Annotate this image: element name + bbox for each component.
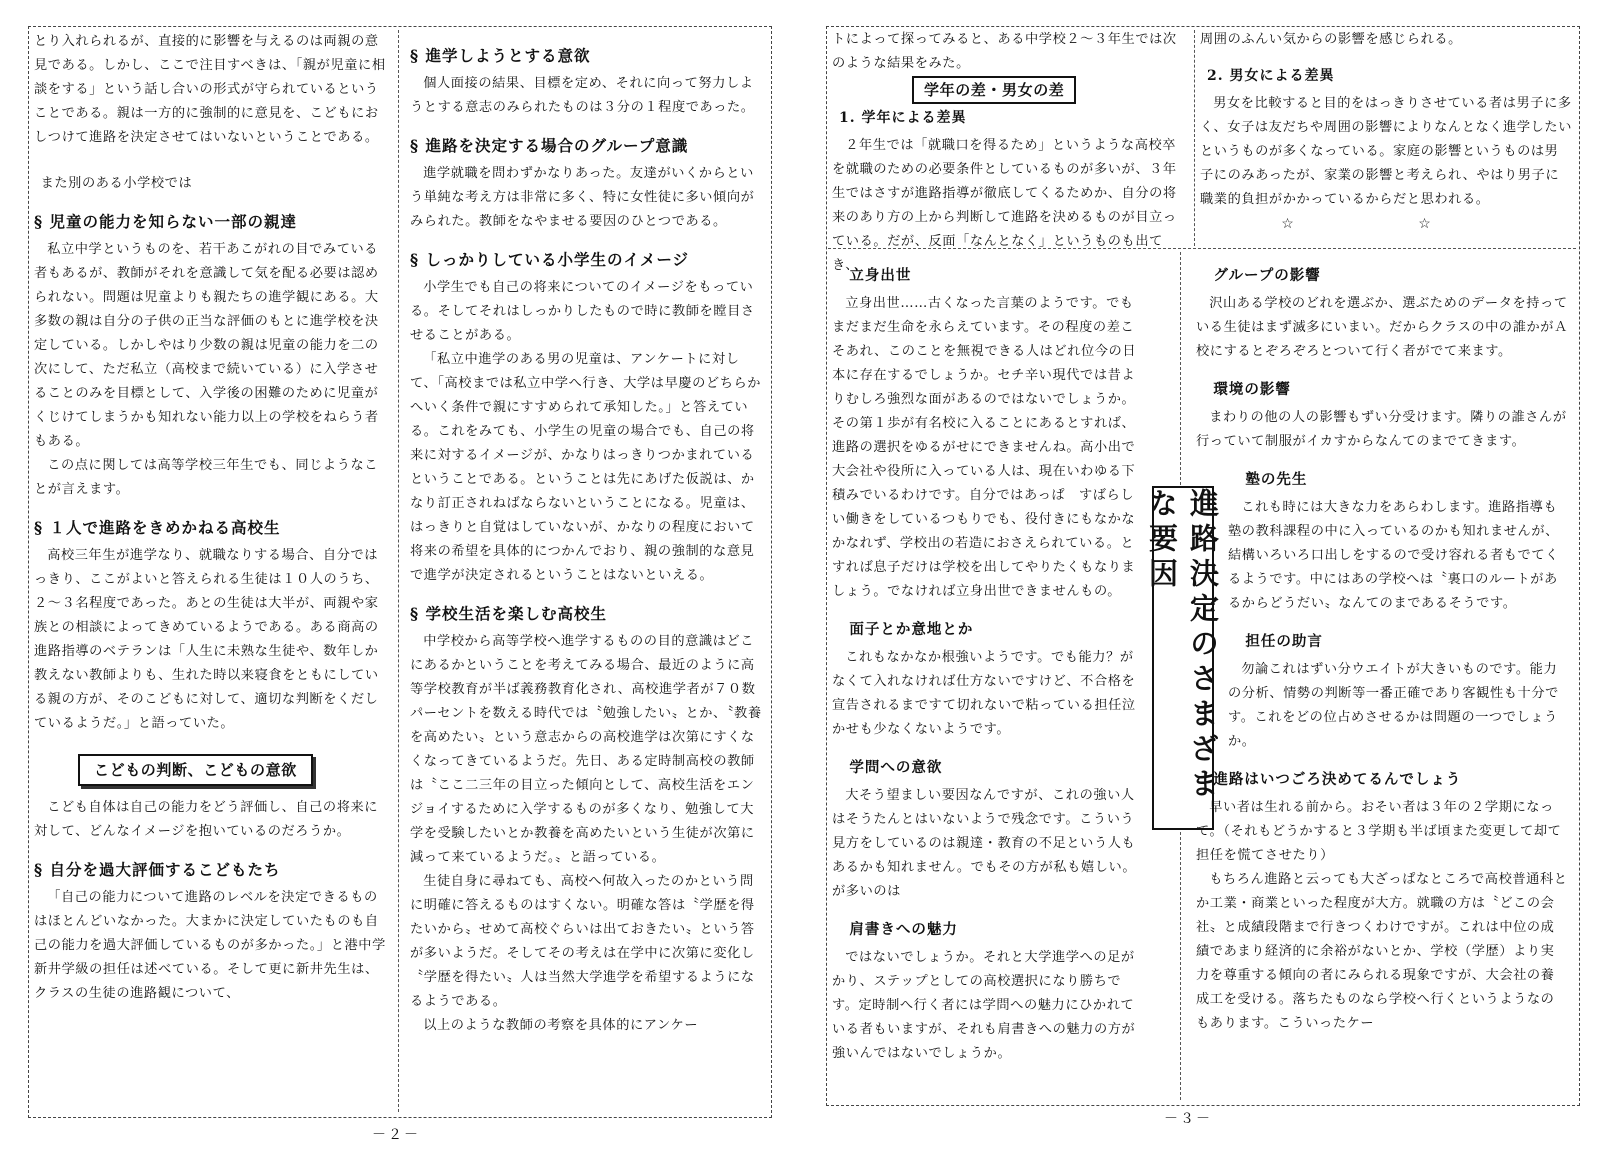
paragraph: 中学校から高等学校へ進学するものの目的意識はどこにあるかということを考えてみる場合、最近のように高等学校教育が半ば義務教育化され、高校進学者が７０数パーセントを数える時代では〝勉強したい〟とか、〝教養を高めたい〟という意志からの高校進学は次第にすくなくなってきているようだ。先日、ある定時制高校の教師は〝ここ二三年の目立った傾向として、高校生活をエンジョイするために入学するものが多くなり、勉強して大学を受験したいとか教養を高めたいという生徒が次第に減って来ているようだ。〟と語っている。 (410, 634, 762, 865)
page-number-3: －３－ (1164, 1111, 1212, 1127)
section-heading: § しっかりしている小学生のイメージ (410, 250, 690, 269)
page-2-column-1 (34, 30, 386, 1006)
paragraph: 進学就職を問わずかなりあった。友達がいくからという単純な考え方は非常に多く、特に女性徒に多い傾向がみられた。教師をなやませる要因のひとつである。 (410, 166, 755, 229)
vertical-title: 進路決定のさまざまな要因 (1152, 486, 1214, 830)
section-heading: § 児童の能力を知らない一部の親達 (34, 212, 298, 231)
section-heading: § 学校生活を楽しむ高校生 (410, 604, 608, 623)
paragraph: 「自己の能力について進路のレベルを決定できるものはほとんどいなかった。大まかに決定していたものも自己の能力を過大評価しているものが多かった。」と港中学新井学級の担任は述べている。そして更に新井先生は、クラスの生徒の進路観について、 (34, 890, 386, 1001)
section-heading: 塾の先生 (1245, 471, 1308, 488)
section-heading: 進路はいつごろ決めてるんでしょう (1213, 771, 1462, 788)
section-heading: § 進学しようとする意欲 (410, 46, 591, 65)
paragraph: 沢山ある学校のどれを選ぶか、選ぶためのデータを持っている生徒はまず滅多にいまい。だからクラスの中の誰かがＡ校にするとぞろぞろとついて行く者がでて来ます。 (1196, 296, 1568, 359)
page-3-top-left (832, 28, 1182, 278)
section-heading: 2. 男女による差異 (1207, 68, 1335, 84)
paragraph: ２年生では「就職口を得るため」というような高校卒を就職のための必要条件としているものが多いが、３年生ではさすが進路指導が徹底してくるためか、自分の将来のあり方の上から判断して進路を決めるものが目立っている。だが、反面「なんとなく」というものも出てき、 (832, 138, 1177, 273)
section-heading: グループの影響 (1213, 267, 1321, 284)
paragraph: これも時には大きな力をあらわします。進路指導も塾の教科課程の中に入っているのかも知れませんが、結構いろいろ口出しをするので受け容れる者もでてくるようです。中にはあの学校へは〝裏口のルートがあるからどうだい〟なんてのまであるそうです。 (1228, 500, 1559, 611)
page-number-2: －２－ (372, 1127, 420, 1143)
section-heading: 肩書きへの魅力 (849, 921, 958, 938)
paragraph: 立身出世……古くなった言葉のようです。でもまだまだ生命を永らえています。その程度の差こそあれ、このことを無視できる人はどれ位今の日本に存在するでしょうか。セチ辛い現代では昔よりむしろ強烈な面があるのではないでしょうか。その第１歩が有名校に入ることにあるとすれば、進路の選択をゆるがせにできませんね。高小出で大会社や役所に入っている人は、現在いわゆる下積みでいるわけです。自分ではあっぱ すばらしい働きをしているつもりでも、役付きにもなかなかなれず、学校出の若造におさえられている。とすれば息子だけは学校を出してやりたくもなりましょう。でなければ立身出世できませんもの。 (832, 296, 1137, 599)
paragraph: 早い者は生れる前から。おそい者は３年の２学期になって。（それもどうかすると３学期も半ば頃また変更して却て担任を慌てさせたり） (1196, 800, 1562, 863)
paragraph: 勿論これはずい分ウエイトが大きいものです。能力の分析、情勢の判断等一番正確であり客観性も十分です。これをどの位占めさせるかは問題の一つでしょうか。 (1228, 662, 1559, 749)
paragraph: これもなかなか根強いようです。でも能力？がなくて入れなければ仕方ないですけど、不合格を宣告されるまですて切れないで粘っている担任泣かせも少なくないようです。 (832, 650, 1136, 737)
paragraph: トによって探ってみると、ある中学校２～３年生では次のような結果をみた。 (832, 32, 1177, 71)
stars-ornament: ☆ ☆ (1281, 216, 1491, 232)
section-heading: 学問への意欲 (849, 759, 943, 776)
paragraph: 高校三年生が進学なり、就職なりする場合、自分ではっきり、ここがよいと答えられる生徒は１０人のうち、２～３名程度であった。あとの生徒は大半が、両親や家族との相談によってきめているようである。ある商高の進路指導のベテランは「人生に未熟な生徒や、数年しか教えない教師よりも、生れた時以来寝食をともにしている親の方が、そのこどもに対して、適切な判断をくだしているようだ。」と語っていた。 (34, 548, 379, 731)
page-3-bottom-right (1196, 264, 1568, 1036)
paragraph: まわりの他の人の影響もずい分受けます。隣りの誰さんが行っていて制服がイカすからなんてのまでてきます。 (1196, 410, 1567, 449)
boxed-subtitle: 学年の差・男女の差 (912, 76, 1076, 104)
paragraph: 小学生でも自己の将来についてのイメージをもっている。そしてそれはしっかりしたもので時に教師を瞠目させることがある。 (410, 280, 755, 343)
paragraph: 以上のような教師の考察を具体的にアンケー (423, 1018, 699, 1033)
section-heading: 1. 学年による差異 (839, 110, 967, 126)
section-heading: 環境の影響 (1213, 381, 1291, 398)
paragraph: 周囲のふんい気からの影響を感じられる。 (1200, 32, 1462, 47)
page-3-top-right (1200, 28, 1572, 236)
section-heading: § 自分を過大評価するこどもたち (34, 860, 281, 879)
paragraph: この点に関しては高等学校三年生でも、同じようなことが言えます。 (34, 458, 379, 497)
paragraph: 大そう望ましい要因なんですが、これの強い人はそうたんとはいないようで残念です。こういう見方をしているのは親達・教育の不足という人もあるかも知れません。でもその方が私も嬉しい。が多いのは (832, 788, 1137, 899)
page-2-column-2 (410, 44, 762, 1038)
section-heading: § 進路を決定する場合のグループ意識 (410, 136, 689, 155)
paragraph: ではないでしょうか。それと大学進学への足がかり、ステップとしての高校選択になり勝ちです。定時制へ行く者には学問への魅力にひかれている者もいますが、それも肩書きへの魅力の方が強いんではないでしょうか。 (832, 950, 1136, 1061)
page-3-top-divider (1194, 30, 1195, 246)
section-heading: 担任の助言 (1245, 633, 1323, 650)
intro-paragraph: とり入れられるが、直接的に影響を与えるのは両親の意見である。しかし、ここで注目すべきは、「親が児童に相談をする」という話し合いの形式が守られているということである。親は一方的に強制的に意見を、こどもにおしつけて進路を決定させてはいないということである。 (34, 34, 386, 145)
paragraph: 生徒自身に尋ねても、高校へ何故入ったのかという問に明確に答えるものはすくない。明確な答は〝学歴を得たいから〟せめて高校ぐらいは出ておきたい〟という答が多いようだ。そしてその考えは在学中に次第に変化し〝学歴を得たい〟人は当然大学進学を希望するようになるようである。 (410, 874, 755, 1009)
paragraph: 私立中学というものを、若干あこがれの目でみている者もあるが、教師がそれを意識して気を配る必要は認められない。問題は児童よりも親たちの進学観にある。大多数の親は自分の子供の正当な評価のもとに進学校を決定している。しかしやはり少数の親は児童の能力を二の次にして、ただ私立（高校まで続いている）に入学させることのみを目標として、入学後の困難のために児童がくじけてしまうかも知れない能力以上の学校をねらう者もある。 (34, 242, 379, 449)
section-heading: 面子とか意地とか (849, 621, 974, 638)
paragraph: 個人面接の結果、目標を定め、それに向って努力しようとする意志のみられたものは３分の１程度であった。 (410, 76, 755, 115)
page-3-bottom-left (832, 264, 1142, 1066)
section-heading: 立身出世 (849, 267, 912, 284)
paragraph: こども自体は自己の能力をどう評価し、自己の将来に対して、どんなイメージを抱いているのだろうか。 (34, 800, 379, 839)
paragraph: 「私立中進学のある男の児童は、アンケートに対して、「高校までは私立中学へ行き、大学は早慶のどちらかへいく条件で親にすすめられて承知した。」と答えている。これをみても、小学生の児童の場合でも、自己の将来に対するイメージが、かなりはっきりつかまれているということである。ということは先にあげた仮説は、かなり訂正されねばならないということになる。児童は、はっきりと自覚はしていないが、かなりの程度において将来の希望を具体的につかんでおり、親の強制的な意見で進学が決定されるということはないといえる。 (410, 352, 762, 583)
page-2-column-divider (398, 30, 399, 1112)
paragraph: もちろん進路と云っても大ざっぱなところで高校普通科とか工業・商業といった程度が大方。就職の方は〝どこの会社〟と成績段階まで行きつくわけですが。これは中位の成績であまり経済的に余裕がないとか、学校（学歴）より実力を尊重する傾向の者にみられる現象ですが、大会社の養成工を受ける。落ちたものなら学校へ行くというようなのもあります。こういったケー (1196, 872, 1568, 1031)
section-heading: § １人で進路をきめかねる高校生 (34, 518, 281, 537)
paragraph: 男女を比較すると目的をはっきりさせている者は男子に多く、女子は友だちや周囲の影響によりなんとなく進学したいというものが多くなっている。家庭の影響というものは男子にのみあったが、家業の影響と考えられ、やはり男子に職業的負担がかかっているからだと思われる。 (1200, 96, 1572, 207)
other-school-line: また別のある小学校では (40, 176, 193, 191)
boxed-subtitle: こどもの判断、こどもの意欲 (78, 754, 313, 786)
